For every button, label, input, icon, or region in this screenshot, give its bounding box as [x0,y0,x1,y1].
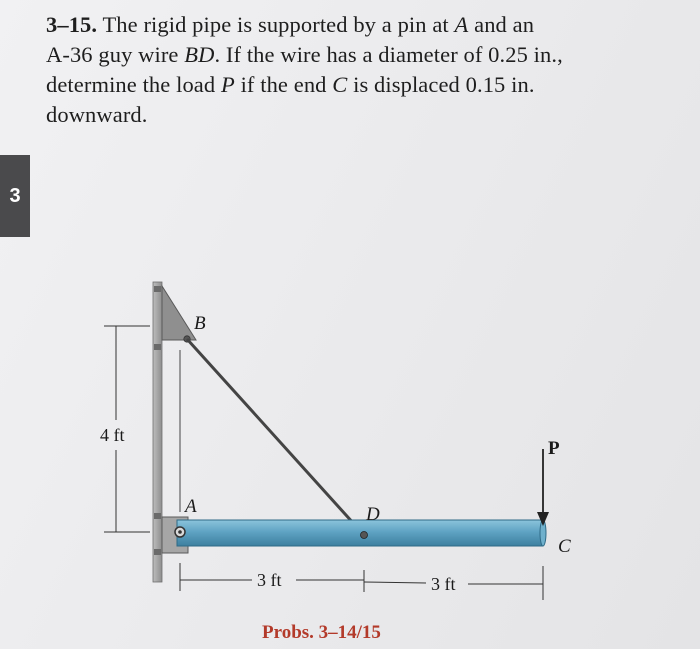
bracket-B [162,286,196,340]
guy-wire-BD [187,339,364,535]
problem-text-segment: if the end [240,72,327,97]
problem-text-segment: The rigid pipe is supported by a pin at [102,12,449,37]
problem-text-segment: A-36 guy wire [46,42,179,67]
problem-line-4: downward. [46,102,148,127]
bolt-A-top [154,513,161,519]
wire-symbol: BD [184,42,215,67]
bolt-B-bottom [154,344,161,350]
problem-number: 3–15. [46,12,98,37]
load-symbol: P [220,72,235,97]
dim-line-right-a [364,582,426,583]
problem-text-segment: is displaced 0.15 in. [353,72,535,97]
label-B: B [194,313,206,334]
bolt-A-bottom [154,549,161,555]
end-point-symbol: C [332,72,348,97]
support-wall [153,282,162,582]
problem-text-segment: . If the wire has a diameter of 0.25 in., [214,42,563,67]
dim-label-height: 4 ft [100,425,125,445]
label-P: P [548,438,560,459]
label-D: D [366,504,380,525]
bolt-B-top [154,286,161,292]
label-A: A [185,496,197,517]
problem-text-segment: determine the load [46,72,216,97]
chapter-tab: 3 [0,155,30,237]
pin-point-symbol: A [454,12,469,37]
dim-label-left: 3 ft [257,570,282,590]
connection-D [361,532,368,539]
rigid-pipe [177,520,543,546]
problem-text-segment: and an [474,12,535,37]
dim-label-right: 3 ft [431,574,456,594]
figure-caption: Probs. 3–14/15 [262,622,381,643]
pin-A-center [178,530,182,534]
label-C: C [558,536,571,557]
